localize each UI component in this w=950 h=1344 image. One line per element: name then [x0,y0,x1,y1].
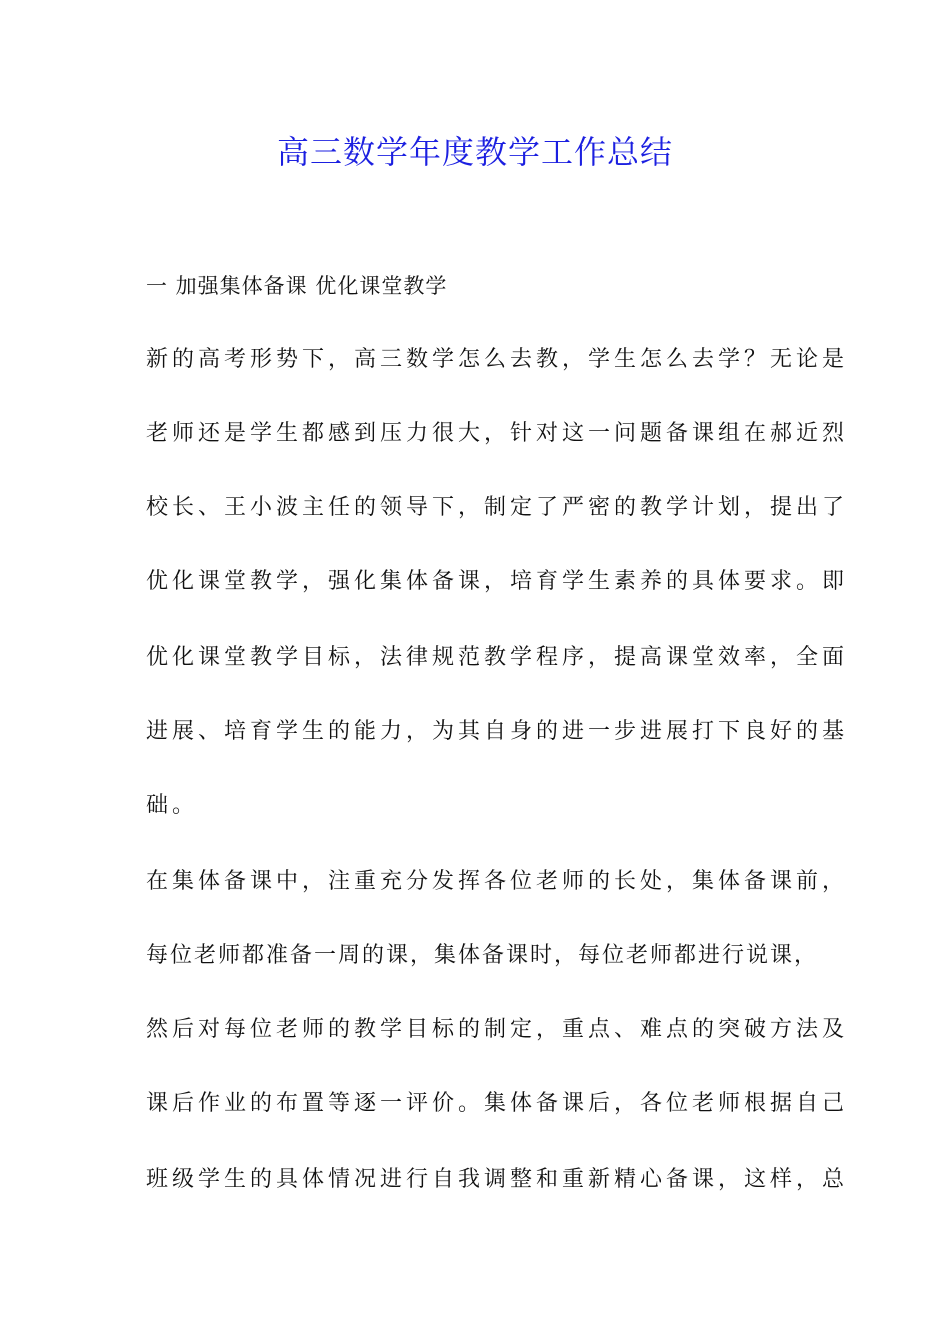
paragraph-1-line-7: 础。 [146,793,199,818]
paragraph-2-line-5: 班级学生的具体情况进行自我调整和重新精心备课，这样，总 [146,1167,849,1192]
document-title: 高三数学年度教学工作总结 [276,133,673,171]
paragraph-1-line-6: 进展、培育学生的能力，为其自身的进一步进展打下良好的基 [146,719,849,744]
paragraph-1-line-5: 优化课堂教学目标，法律规范教学程序，提高课堂效率，全面 [146,645,849,670]
paragraph-1-line-1: 新的高考形势下，高三数学怎么去教，学生怎么去学？无论是 [146,347,849,372]
paragraph-1-line-3: 校长、王小波主任的领导下，制定了严密的教学计划，提出了 [146,495,849,520]
paragraph-1-line-4: 优化课堂教学，强化集体备课，培育学生素养的具体要求。即 [146,569,849,594]
paragraph-2-line-4: 课后作业的布置等逐一评价。集体备课后，各位老师根据自己 [146,1091,849,1116]
section-heading: 一 加强集体备课 优化课堂教学 [146,274,448,298]
paragraph-2-line-1: 在集体备课中，注重充分发挥各位老师的长处，集体备课前， [146,869,849,894]
paragraph-1-line-2: 老师还是学生都感到压力很大，针对这一问题备课组在郝近烈 [146,421,849,446]
paragraph-2-line-3: 然后对每位老师的教学目标的制定，重点、难点的突破方法及 [146,1017,849,1042]
paragraph-2-line-2: 每位老师都准备一周的课，集体备课时，每位老师都进行说课， [146,943,819,968]
